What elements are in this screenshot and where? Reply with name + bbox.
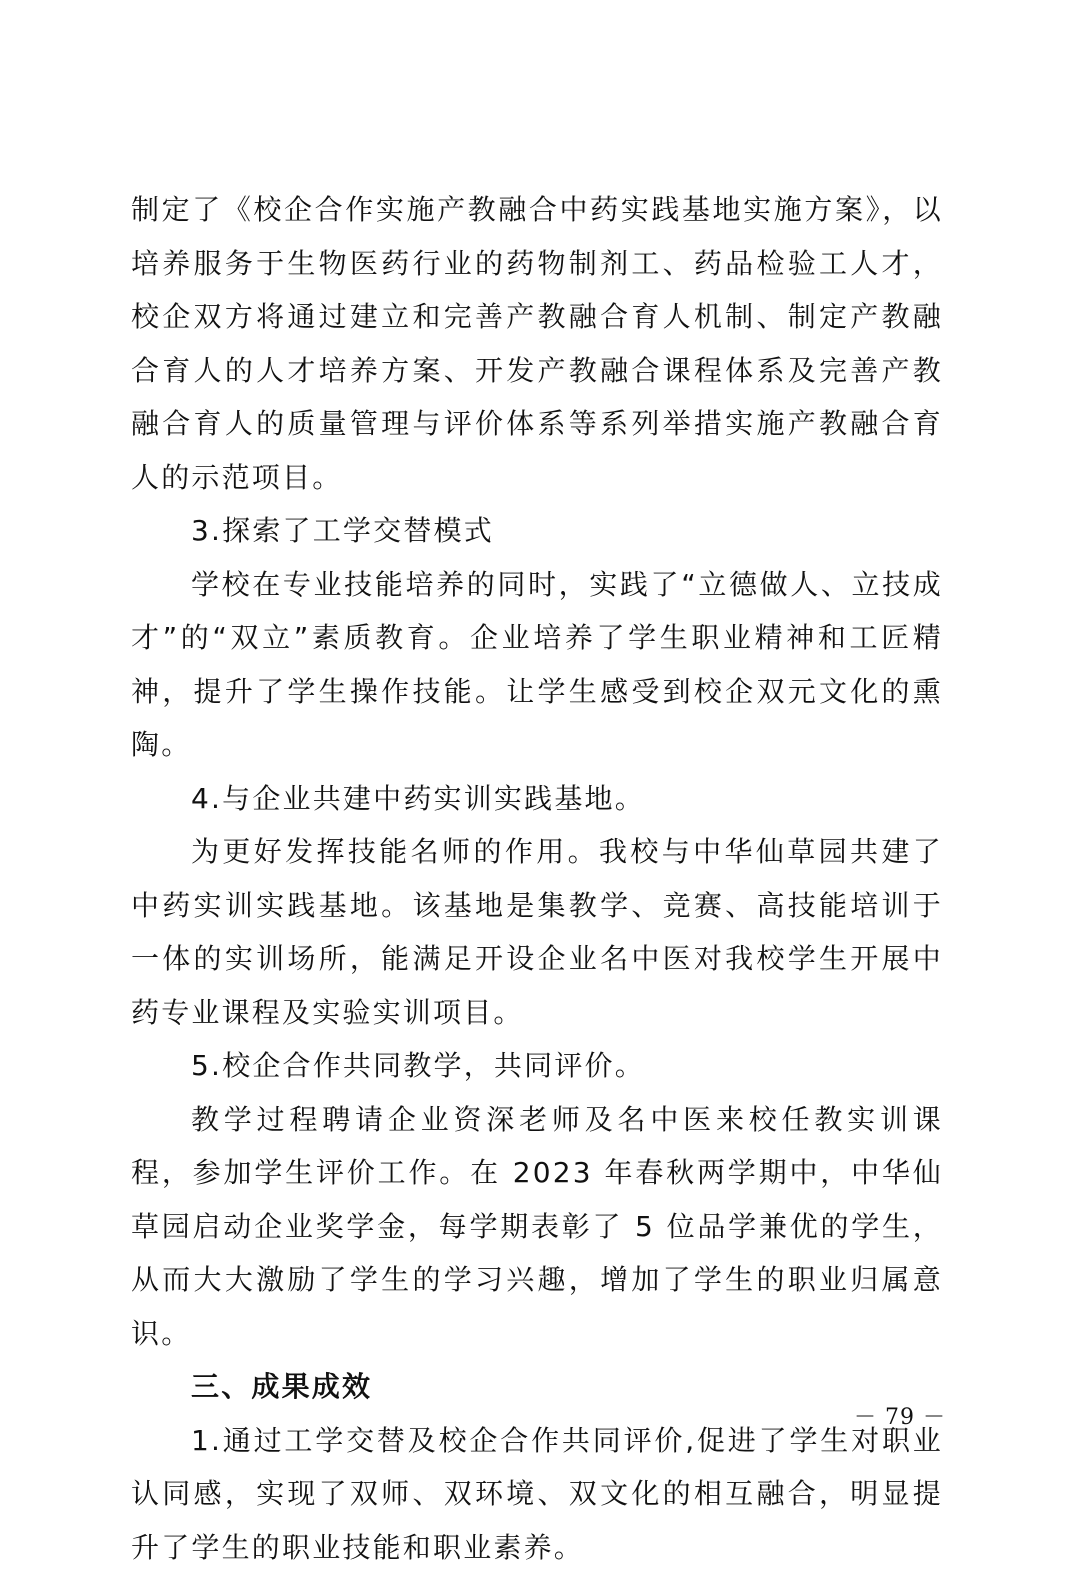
paragraph-training-base: 为更好发挥技能名师的作用。我校与中华仙草园共建了中药实训实践基地。该基地是集教学、竞赛、高技能培训于一体的实训场所，能满足开设企业名中医对我校学生开展中药专业课程及实验实训项目。 [131,825,943,1039]
paragraph-dual-education: 学校在专业技能培养的同时，实践了“立德做人、立技成才”的“双立”素质教育。企业培养了学生职业精神和工匠精神，提升了学生操作技能。让学生感受到校企双元文化的熏陶。 [131,558,943,772]
page-number: － 79 － [854,1400,946,1431]
section-heading-results: 三、成果成效 [131,1360,943,1414]
heading-work-study-mode: 3.探索了工学交替模式 [131,504,943,558]
paragraph-practice-base-plan: 制定了《校企合作实施产教融合中药实践基地实施方案》，以培养服务于生物医药行业的药物制剂工、药品检验工人才，校企双方将通过建立和完善产教融合育人机制、制定产教融合育人的人才培养方案、开发产教融合课程体系及完善产教融合育人的质量管理与评价体系等系列举措实施产教融合育人的示范项目。 [131,183,943,504]
paragraph-joint-teaching: 教学过程聘请企业资深老师及名中医来校任教实训课程，参加学生评价工作。在 2023 年春秋两学期中，中华仙草园启动企业奖学金，每学期表彰了 5 位品学兼优的学生，从而大大激励了学生的学习兴趣，增加了学生的职业归属意识。 [131,1093,943,1361]
paragraph-results-1: 1.通过工学交替及校企合作共同评价,促进了学生对职业认同感，实现了双师、双环境、双文化的相互融合，明显提升了学生的职业技能和职业素养。 [131,1414,943,1574]
document-body [131,183,943,1574]
heading-training-base: 4.与企业共建中药实训实践基地。 [131,772,943,826]
heading-joint-teaching: 5.校企合作共同教学，共同评价。 [131,1039,943,1093]
